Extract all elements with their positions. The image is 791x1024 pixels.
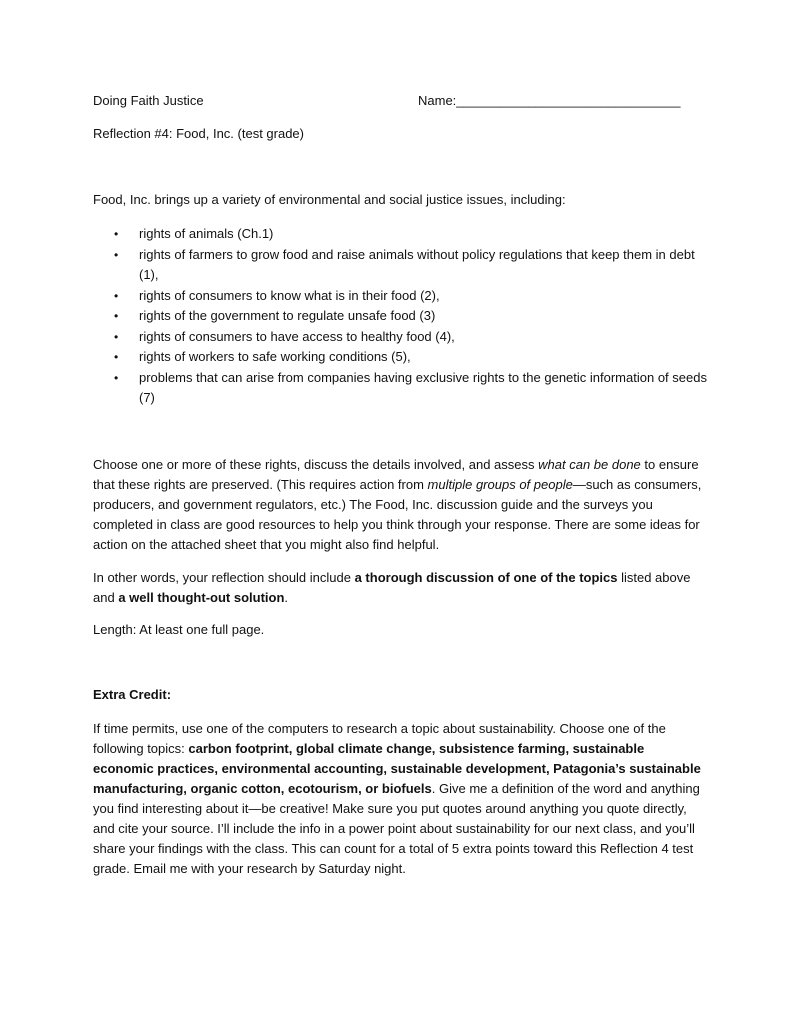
bullet-icon: • <box>114 227 119 241</box>
bullet-icon: • <box>114 247 119 262</box>
list-item: • rights of farmers to grow food and raise animals without policy regulations that keep them in debt (1), <box>114 246 695 282</box>
list-item: • rights of workers to safe working conditions (5), <box>93 347 708 368</box>
assignment-title: Reflection #4: Food, Inc. (test grade) <box>93 126 304 141</box>
bullet-icon: • <box>114 309 119 323</box>
choose-paragraph: Choose one or more of these rights, discuss the details involved, and assess what can be done to ensure that these rights are preserved. (This requires action from multiple groups of people—such as consumers, producers, and government regulators, etc.) The Food, Inc. discussion guide and the surveys you completed in class are good resources to help you think through your response. There are some ideas for action on the attached sheet that you might also find helpful. <box>93 457 702 552</box>
list-item: • rights of animals (Ch.1) <box>93 224 708 245</box>
list-item: • rights of consumers to know what is in their food (2), <box>93 286 708 307</box>
course-title: Doing Faith Justice <box>93 93 204 108</box>
bullet-icon: • <box>114 350 119 364</box>
extra-credit-paragraph: If time permits, use one of the computers to research a topic about sustainability. Choose one of the following topics: carbon footprint, global climate change, subsistence farming, sustainable economic practices, environmental accounting, sustainable development, Patagonia’s sustainable manufacturing, organic cotton, ecotourism, or biofuels. Give me a definition of the word and anything you find interesting about it—be creative! Make sure you put quotes around anything you quote directly, and cite your source. I’ll include the info in a power point about sustainability for our next class, and you’ll share your findings with the class. This can count for a total of 5 extra points toward this Reflection 4 test grade. Email me with your research by Saturday night. <box>93 721 701 876</box>
other-words-paragraph: In other words, your reflection should include a thorough discussion of one of the topics listed above and a well thought-out solution. <box>93 570 691 605</box>
intro-text: Food, Inc. brings up a variety of environmental and social justice issues, including: <box>93 192 566 207</box>
list-item: • rights of consumers to have access to healthy food (4), <box>93 327 708 348</box>
bullet-icon: • <box>114 288 119 303</box>
bullet-icon: • <box>114 329 119 344</box>
list-item: • rights of the government to regulate unsafe food (3) <box>93 306 708 327</box>
rights-list <box>93 224 708 409</box>
length-requirement: Length: At least one full page. <box>93 622 265 637</box>
extra-credit-heading: Extra Credit: <box>93 687 172 702</box>
bullet-icon: • <box>114 370 119 385</box>
name-field-label: Name:_______________________________ <box>418 93 681 108</box>
list-item: • problems that can arise from companies having exclusive rights to the genetic information of seeds (7) <box>114 369 707 405</box>
